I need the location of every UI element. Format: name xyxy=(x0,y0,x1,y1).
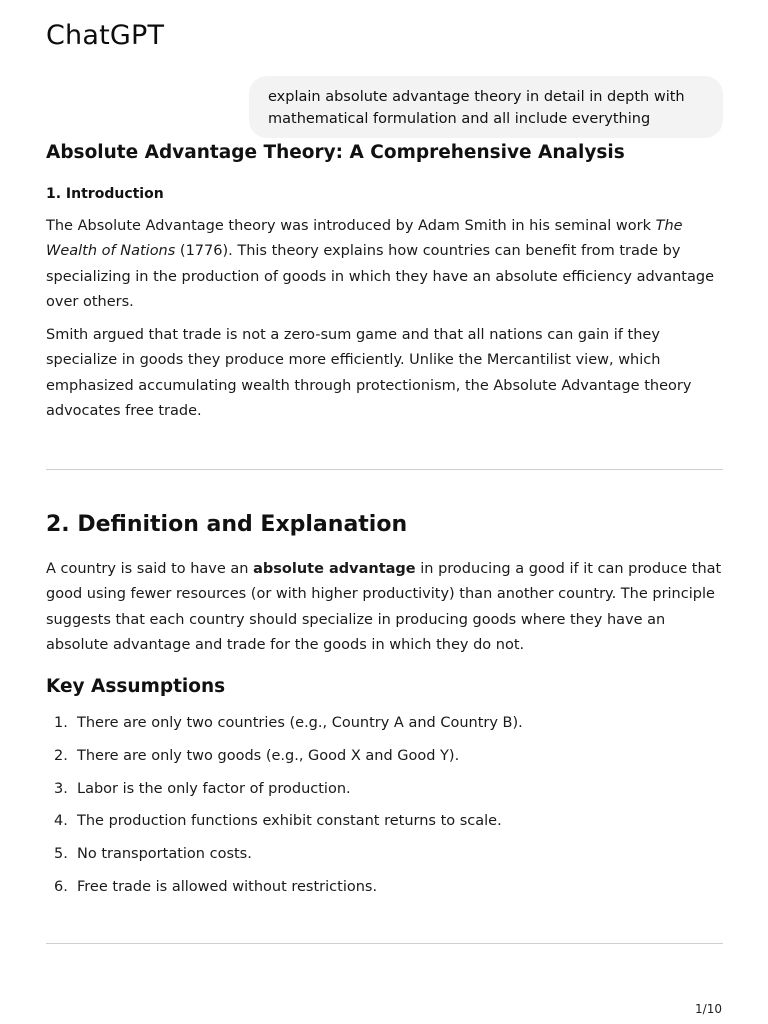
section-divider xyxy=(46,469,723,470)
list-item-number: 4. xyxy=(54,813,68,830)
list-item-number: 6. xyxy=(54,878,68,895)
definition-paragraph xyxy=(46,557,723,658)
user-message-bubble: explain absolute advantage theory in detail in depth with mathematical formulation and all include everything xyxy=(249,76,723,138)
list-item-text: No transportation costs. xyxy=(77,846,252,863)
list-item-text: There are only two goods (e.g., Good X and Good Y). xyxy=(77,747,460,764)
response-title: Absolute Advantage Theory: A Comprehensive Analysis xyxy=(46,142,625,163)
section-heading-definition: 2. Definition and Explanation xyxy=(46,512,408,537)
intro-p1-text-before: The Absolute Advantage theory was introduced by Adam Smith in his seminal work xyxy=(46,218,656,234)
list-item xyxy=(46,710,723,743)
list-item xyxy=(46,841,723,874)
list-item-text: Labor is the only factor of production. xyxy=(77,780,351,797)
app-title: ChatGPT xyxy=(46,20,165,51)
definition-bold-term: absolute advantage xyxy=(253,561,416,577)
list-item xyxy=(46,776,723,809)
page-number: 1/10 xyxy=(695,1002,722,1016)
section-divider xyxy=(46,943,723,944)
introduction-paragraph-1 xyxy=(46,214,723,315)
list-item xyxy=(46,743,723,776)
introduction-paragraph-2: Smith argued that trade is not a zero-sum game and that all nations can gain if they specialize in goods they produce more efficiently. Unlike the Mercantilist view, which emphasized accumulating wealth through protectionism, the Absolute Advantage theory advocates free trade. xyxy=(46,327,692,419)
definition-text-after: in producing a good if it can produce that good using fewer resources (or with higher productivity) than another country. The principle suggests that each country should specialize in producing goods where they have an absolute advantage and trade for the goods in which they do not. xyxy=(46,561,722,653)
key-assumptions-heading: Key Assumptions xyxy=(46,676,226,697)
list-item-number: 2. xyxy=(54,747,68,764)
book-title: The Wealth of Nations xyxy=(46,218,683,260)
list-item-text: Free trade is allowed without restrictions. xyxy=(77,878,378,895)
list-item-number: 5. xyxy=(54,846,68,863)
list-item-text: There are only two countries (e.g., Country A and Country B). xyxy=(77,715,523,731)
list-item-text: The production functions exhibit constant returns to scale. xyxy=(77,813,502,830)
section-heading-introduction: 1. Introduction xyxy=(46,186,164,202)
intro-p1-text-after: (1776). This theory explains how countries can benefit from trade by specializing in the production of goods in which they have an absolute efficiency advantage over others. xyxy=(46,243,715,310)
list-item xyxy=(46,874,723,907)
key-assumptions-list xyxy=(46,710,723,907)
list-item xyxy=(46,808,723,841)
list-item-number: 1. xyxy=(54,715,68,731)
list-item-number: 3. xyxy=(54,780,68,797)
definition-text-before: A country is said to have an xyxy=(46,561,254,577)
